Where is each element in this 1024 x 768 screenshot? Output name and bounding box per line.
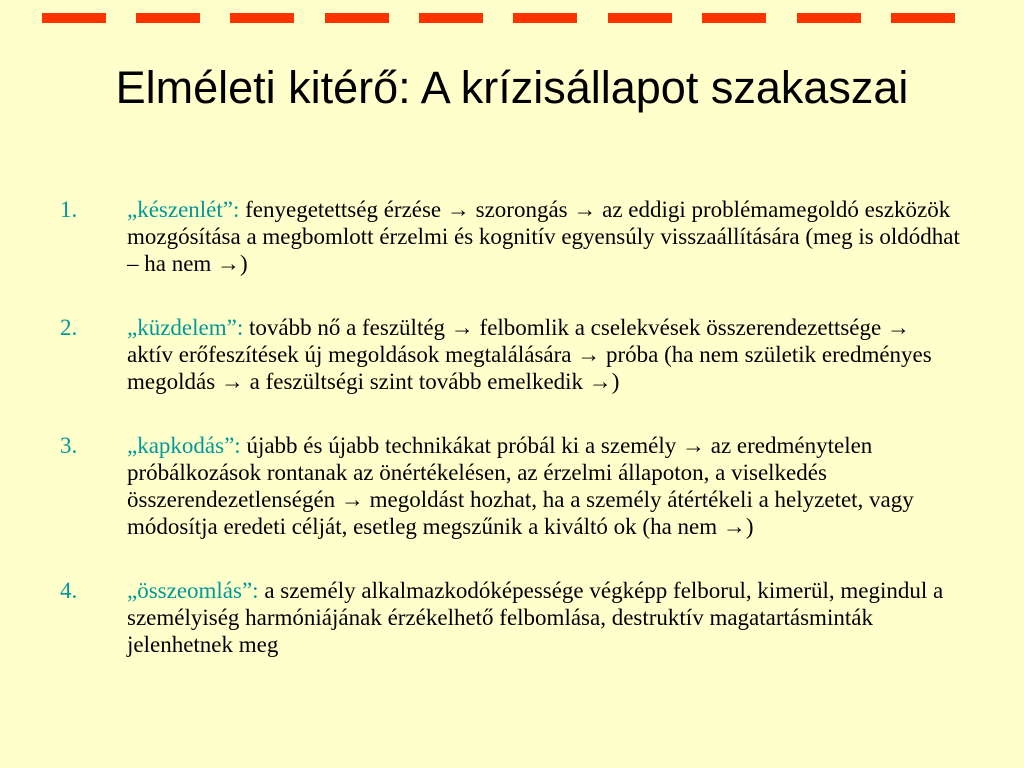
item-number: 2. bbox=[60, 315, 78, 340]
dash-segment bbox=[42, 13, 106, 23]
slide-title: Elméleti kitérő: A krízisállapot szakaszai bbox=[115, 62, 909, 113]
dash-segment bbox=[702, 13, 766, 23]
item-term: „összeomlás”: bbox=[127, 578, 259, 603]
item-text: fenyegetettség érzése → szorongás → az eddigi problémamegoldó eszközök mozgósítása a megbomlott érzelmi és kognitív egyensúly visszaállítására (meg is oldódhat – ha nem →) bbox=[127, 197, 960, 276]
list-item bbox=[60, 577, 960, 658]
dash-segment bbox=[891, 13, 955, 23]
dash-segment bbox=[419, 13, 483, 23]
item-text: tovább nő a feszültég → felbomlik a cselekvések összerendezettsége → aktív erőfeszítések új megoldások megtalálására → próba (ha nem születik eredményes megoldás → a feszültségi szint tovább emelkedik →) bbox=[127, 315, 932, 394]
dash-segment bbox=[797, 13, 861, 23]
dash-segment bbox=[230, 13, 294, 23]
item-term: „kapkodás”: bbox=[127, 433, 241, 458]
list-item bbox=[60, 196, 960, 277]
item-number: 3. bbox=[60, 433, 78, 458]
stage-list bbox=[60, 196, 960, 658]
item-term: „küzdelem”: bbox=[127, 315, 244, 340]
item-number: 4. bbox=[60, 578, 78, 603]
decorative-dash-bar bbox=[42, 13, 957, 23]
item-text: újabb és újabb technikákat próbál ki a személy → az eredménytelen próbálkozások rontanak az önértékelésen, az érzelmi állapoton, a viselkedés összerendezetlenségén → megoldást hozhat, ha a személy átértékeli a helyzetet, vagy módosítja eredeti célját, esetleg megszűnik a kiváltó ok (ha nem →) bbox=[127, 433, 914, 539]
dash-segment bbox=[136, 13, 200, 23]
dash-segment bbox=[608, 13, 672, 23]
dash-segment bbox=[513, 13, 577, 23]
list-item bbox=[60, 314, 960, 395]
list-item bbox=[60, 432, 960, 540]
item-number: 1. bbox=[60, 197, 78, 222]
item-term: „készenlét”: bbox=[127, 197, 240, 222]
dash-segment bbox=[325, 13, 389, 23]
item-text: a személy alkalmazkodóképessége végképp felborul, kimerül, megindul a személyiség harmóniájának érzékelhető felbomlása, destruktív magatartásminták jelenhetnek meg bbox=[127, 578, 944, 657]
